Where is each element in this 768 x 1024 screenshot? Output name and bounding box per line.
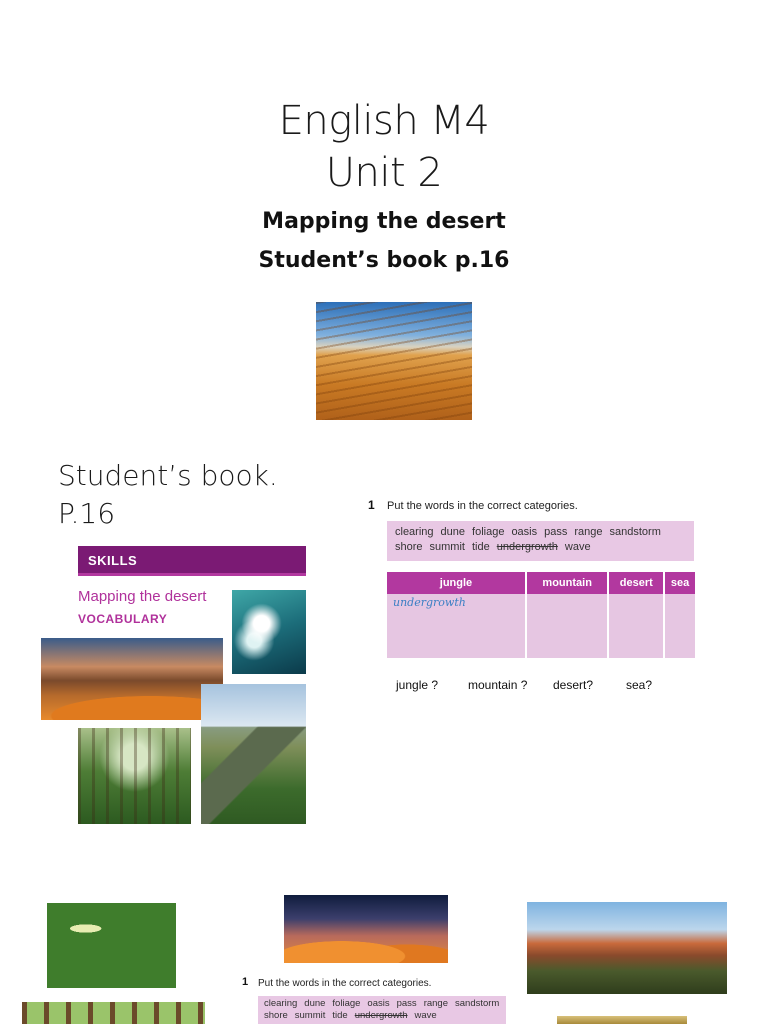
slide-title-line1: English M4 — [278, 98, 490, 144]
desert-night-photo — [284, 895, 448, 963]
book-title: Mapping the desert — [78, 588, 207, 605]
category-table — [385, 572, 697, 658]
word: summit — [429, 541, 465, 553]
mountain-photo — [201, 684, 306, 824]
leaves-photo — [47, 903, 176, 988]
slide2-heading-line1: Student’s book. — [58, 459, 278, 492]
question-mountain: mountain ? — [468, 678, 528, 692]
desert-dunes-photo — [316, 302, 472, 420]
word: sandstorm — [455, 998, 500, 1009]
slide2-heading-line2: P.16 — [58, 497, 116, 530]
word: dune — [304, 998, 326, 1009]
category-cell-jungle[interactable] — [387, 594, 525, 658]
forest-photo — [22, 1002, 205, 1024]
word-struck: undergrowth — [354, 1010, 408, 1021]
category-cell-desert[interactable] — [609, 594, 663, 658]
word: oasis — [511, 526, 538, 538]
skills-label: SKILLS — [88, 553, 138, 568]
exercise-instruction-2: Put the words in the correct categories. — [258, 978, 432, 989]
word: oasis — [367, 998, 390, 1009]
word: clearing — [395, 526, 434, 538]
book-vocabulary-label: VOCABULARY — [78, 612, 168, 626]
word-box-2 — [258, 996, 506, 1024]
word: sandstorm — [609, 526, 661, 538]
word: tide — [471, 541, 490, 553]
word-box — [387, 521, 694, 561]
mountain-range-photo — [527, 902, 727, 994]
word: dune — [440, 526, 466, 538]
category-header-desert: desert — [609, 572, 663, 594]
exercise-number: 1 — [368, 498, 375, 512]
question-jungle: jungle ? — [396, 678, 439, 692]
word: wave — [564, 541, 591, 553]
word: range — [423, 998, 448, 1009]
jungle-photo — [78, 728, 191, 824]
word: wave — [414, 1010, 437, 1021]
example-answer: undergrowth — [393, 596, 466, 609]
word: clearing — [264, 998, 298, 1009]
skills-bar — [78, 546, 306, 576]
question-desert: desert? — [553, 678, 594, 692]
word: pass — [396, 998, 417, 1009]
slide-title-line2: Unit 2 — [325, 150, 443, 196]
word: foliage — [472, 526, 505, 538]
question-sea: sea? — [626, 678, 653, 692]
word: shore — [395, 541, 423, 553]
category-header-sea: sea — [665, 572, 695, 594]
desert-sunset-photo — [41, 638, 223, 720]
exercise-number-2: 1 — [242, 976, 249, 988]
slide-subtitle-2: Student’s book p.16 — [258, 248, 510, 273]
partial-photo — [557, 1016, 687, 1024]
book-page — [41, 546, 306, 824]
category-cell-sea[interactable] — [665, 594, 695, 658]
word-struck: undergrowth — [496, 541, 558, 553]
word: pass — [544, 526, 568, 538]
category-header-jungle: jungle — [387, 572, 525, 594]
word: tide — [332, 1010, 348, 1021]
wave-photo — [232, 590, 306, 674]
category-header-mountain: mountain — [527, 572, 607, 594]
word: range — [574, 526, 603, 538]
exercise-instruction: Put the words in the correct categories. — [387, 500, 578, 512]
slide-subtitle-1: Mapping the desert — [262, 209, 506, 234]
word: summit — [294, 1010, 326, 1021]
word: foliage — [332, 998, 361, 1009]
word: shore — [264, 1010, 288, 1021]
category-cell-mountain[interactable] — [527, 594, 607, 658]
